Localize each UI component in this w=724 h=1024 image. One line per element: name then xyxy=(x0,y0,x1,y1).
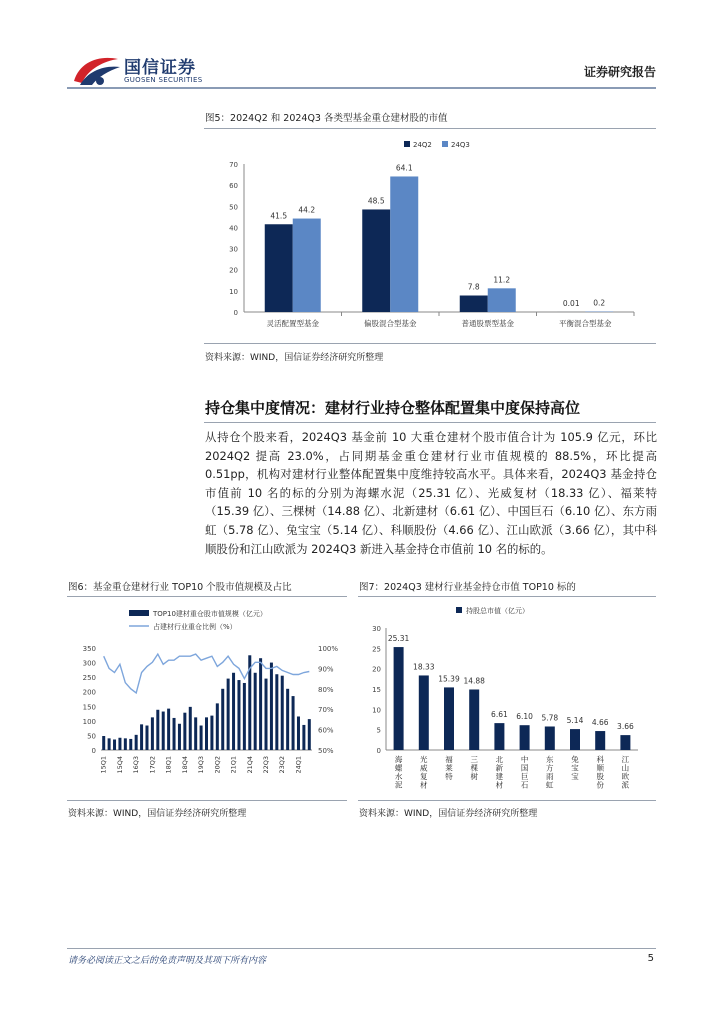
fig6-bar xyxy=(205,717,208,750)
fig6-bar xyxy=(221,689,224,750)
fig7-title: 图7：2024Q3 建材行业基金持仓市值 TOP10 标的 xyxy=(359,582,576,593)
fig6-bar xyxy=(265,679,268,750)
fig6-title: 图6：基金重仓建材行业 TOP10 个股市值规模及占比 xyxy=(68,582,292,593)
fig6-bar xyxy=(270,663,273,750)
fig6-bar xyxy=(145,726,148,750)
fig6-y2-tick-label: 100% xyxy=(318,645,339,653)
fig6-bar xyxy=(232,673,235,750)
brand-logo-icon xyxy=(70,51,122,87)
fig6-legend-bar-label: TOP10建材重仓股市值规模（亿元） xyxy=(153,610,267,618)
fig7-bar xyxy=(520,725,530,750)
fig5-data-label: 0.2 xyxy=(593,298,606,308)
fig5-chart xyxy=(204,132,656,340)
section-divider xyxy=(204,422,656,423)
fig7-bar xyxy=(595,731,605,750)
fig6-bar xyxy=(118,738,121,750)
fig7-chart xyxy=(358,600,656,796)
fig6-y-tick-label: 350 xyxy=(82,645,96,653)
fig6-title-rule xyxy=(67,596,347,597)
footer-disclaimer: 请务必阅读正文之后的免责声明及其项下所有内容 xyxy=(68,956,267,966)
fig5-bar xyxy=(390,176,418,312)
fig5-category-label: 平衡混合型基金 xyxy=(559,319,612,328)
fig6-bar xyxy=(308,719,311,750)
fig5-source-rule xyxy=(204,343,656,344)
fig6-bar xyxy=(102,736,105,750)
fig5-data-label: 48.5 xyxy=(367,196,385,206)
fig6-bar xyxy=(156,710,159,750)
fig7-data-label: 4.66 xyxy=(591,718,609,728)
fig5-data-label: 41.5 xyxy=(270,211,288,221)
fig5-bar xyxy=(460,296,488,312)
section-paragraph: 从持仓个股来看，2024Q3 基金前 10 大重仓建材个股市值合计为 105.9 亿元，环比 2024Q2 提高 23.0%，占同期基金重仓建材行业市值规模的 88.5%，环比提高 0.51pp，机构对建材行业整体配置集中度维持较高水平。具体来看，2024Q3 基金持仓市值前 10 名的标的分别为海螺水泥（25.31 亿）、光威复材（18.33 亿）、福莱特（15.39 亿）、三棵树（14.88 亿）、北新建材（6.61 亿）、中国巨石（6.10 亿）、东方雨虹（5.78 亿）、兔宝宝（5.14 亿）、科顺股份（4.66 亿）、江山欧派（3.66 亿），其中科顺股份和江山欧派为 2024Q3 新进入基金持仓市值前 10 名的标的。 xyxy=(205,430,657,556)
fig7-y-tick-label: 10 xyxy=(372,706,381,715)
fig7-bar xyxy=(469,689,479,750)
fig7-y-tick-label: 0 xyxy=(376,747,381,755)
fig6-bar xyxy=(124,738,127,750)
fig7-source-rule xyxy=(358,800,656,801)
fig7-data-label: 6.10 xyxy=(516,712,533,722)
fig6-x-tick-label: 18Q4 xyxy=(180,756,189,774)
fig7-data-label: 5.78 xyxy=(541,713,559,723)
fig6-bar xyxy=(162,712,165,750)
fig7-bar xyxy=(419,675,429,750)
fig6-bar xyxy=(216,703,219,750)
fig6-bar xyxy=(297,716,300,750)
fig6-x-tick-label: 20Q2 xyxy=(213,756,222,774)
fig6-chart xyxy=(67,600,347,796)
fig6-bar xyxy=(167,709,170,750)
fig6-bar xyxy=(243,683,246,750)
fig6-bar xyxy=(237,680,240,750)
fig6-bar xyxy=(173,718,176,750)
fig7-title-rule xyxy=(358,596,656,597)
fig6-bar xyxy=(108,738,111,750)
fig7-bar xyxy=(620,735,630,750)
fig6-bar xyxy=(275,674,278,750)
fig6-y2-tick-label: 90% xyxy=(318,665,334,674)
fig7-category-label: 光威复材 xyxy=(420,755,428,790)
fig6-y-tick-label: 150 xyxy=(82,703,96,712)
fig5-category-label: 偏股混合型基金 xyxy=(364,319,417,328)
fig5-bar xyxy=(488,288,516,312)
header-divider xyxy=(67,87,656,89)
fig6-y-tick-label: 300 xyxy=(82,659,96,668)
fig6-bar xyxy=(254,673,257,750)
fig6-y-tick-label: 250 xyxy=(82,674,96,683)
report-type: 证券研究报告 xyxy=(583,65,656,79)
fig5-y-tick-label: 30 xyxy=(229,245,238,254)
fig6-x-tick-label: 24Q1 xyxy=(294,756,303,774)
fig5-bar xyxy=(362,209,390,312)
fig5-category-label: 普通股票型基金 xyxy=(461,319,514,328)
fig5-data-label: 11.2 xyxy=(493,275,511,285)
fig5-y-tick-label: 70 xyxy=(229,161,238,169)
fig7-category-label: 三棵树 xyxy=(470,755,478,781)
fig6-x-tick-label: 21Q1 xyxy=(229,756,238,774)
section-title: 持仓集中度情况：建材行业持仓整体配置集中度保持高位 xyxy=(205,399,581,417)
fig5-bar xyxy=(265,224,293,312)
fig6-bar xyxy=(140,724,143,750)
fig6-y2-tick-label: 80% xyxy=(318,685,334,694)
fig6-x-tick-label: 17Q2 xyxy=(148,756,157,774)
fig5-y-tick-label: 40 xyxy=(229,224,238,233)
fig5-data-label: 7.8 xyxy=(467,282,480,292)
fig7-category-label: 东方雨虹 xyxy=(546,755,554,790)
fig5-source: 资料来源：WIND，国信证券经济研究所整理 xyxy=(205,353,384,363)
fig5-legend-label: 24Q3 xyxy=(451,141,470,149)
fig7-data-label: 3.66 xyxy=(617,722,634,732)
fig7-data-label: 18.33 xyxy=(413,662,435,672)
fig6-bar xyxy=(178,724,181,750)
fig5-legend-swatch xyxy=(404,141,410,147)
fig6-bar xyxy=(194,717,197,750)
fig7-bar xyxy=(545,726,555,750)
fig5-y-tick-label: 60 xyxy=(229,182,238,191)
fig7-bar xyxy=(570,729,580,750)
fig5-y-tick-label: 50 xyxy=(229,203,238,212)
fig5-data-label: 64.1 xyxy=(395,163,413,173)
fig6-share-line xyxy=(104,654,310,693)
fig6-y-tick-label: 200 xyxy=(82,688,96,697)
fig6-bar xyxy=(302,725,305,750)
fig6-x-tick-label: 15Q4 xyxy=(115,756,124,774)
fig6-bar xyxy=(189,707,192,750)
fig6-bar xyxy=(292,696,295,750)
fig6-bar xyxy=(286,689,289,750)
fig7-data-label: 14.88 xyxy=(463,676,485,686)
fig7-bar xyxy=(394,647,404,750)
page-number: 5 xyxy=(647,953,654,964)
fig7-data-label: 25.31 xyxy=(387,634,410,644)
fig7-data-label: 5.14 xyxy=(566,716,584,726)
fig5-data-label: 44.2 xyxy=(298,205,316,215)
fig6-x-tick-label: 23Q2 xyxy=(278,756,287,774)
fig6-x-tick-label: 19Q3 xyxy=(197,756,206,774)
fig7-y-tick-label: 20 xyxy=(372,665,381,674)
fig6-source: 资料来源：WIND，国信证券经济研究所整理 xyxy=(68,809,247,819)
fig6-bar xyxy=(227,679,230,750)
fig6-bar xyxy=(210,716,213,750)
fig6-bar xyxy=(259,658,262,750)
fig6-bar xyxy=(113,740,116,750)
fig6-y-tick-label: 100 xyxy=(82,717,96,726)
brand-name: 国信证券 xyxy=(124,58,196,78)
fig7-category-label: 北新建材 xyxy=(495,755,504,790)
fig6-legend-line-label: 占建材行业重仓比例（%） xyxy=(153,623,237,631)
fig6-x-tick-label: 15Q1 xyxy=(99,756,108,774)
fig7-y-tick-label: 15 xyxy=(372,686,381,694)
fig7-source: 资料来源：WIND，国信证券经济研究所整理 xyxy=(359,809,538,819)
fig6-y2-tick-label: 60% xyxy=(318,726,334,735)
fig7-category-label: 福莱特 xyxy=(445,755,453,781)
fig5-y-tick-label: 20 xyxy=(229,266,238,275)
fig5-title-rule xyxy=(204,128,656,129)
fig7-category-label: 中国巨石 xyxy=(520,755,529,790)
fig7-legend-label: 持股总市值（亿元） xyxy=(466,607,529,615)
fig7-bar xyxy=(494,723,504,750)
fig5-legend-swatch xyxy=(442,141,448,147)
fig6-y-tick-label: 0 xyxy=(91,747,96,755)
fig6-bar xyxy=(183,713,186,750)
fig6-bar xyxy=(281,676,284,750)
fig6-x-tick-label: 22Q3 xyxy=(262,756,271,774)
fig7-y-tick-label: 30 xyxy=(372,625,381,633)
fig6-bar xyxy=(129,739,132,750)
fig7-category-label: 科顺股份 xyxy=(596,755,604,790)
fig6-bar xyxy=(151,717,154,750)
fig7-bar xyxy=(444,687,454,750)
fig6-x-tick-label: 16Q3 xyxy=(132,756,141,774)
fig6-y2-tick-label: 50% xyxy=(318,747,334,755)
footer-divider xyxy=(67,948,656,949)
fig6-x-tick-label: 21Q4 xyxy=(245,756,254,774)
fig5-legend-label: 24Q2 xyxy=(413,141,432,149)
brand-english-name: GUOSEN SECURITIES xyxy=(124,76,203,84)
fig7-category-label: 海螺水泥 xyxy=(394,755,403,790)
fig5-y-tick-label: 10 xyxy=(229,287,238,296)
fig5-category-label: 灵活配置型基金 xyxy=(266,319,319,328)
fig6-y2-tick-label: 70% xyxy=(318,706,334,715)
fig7-category-label: 兔宝宝 xyxy=(571,755,579,781)
fig6-legend-bar-swatch xyxy=(129,610,149,616)
fig5-y-tick-label: 0 xyxy=(233,309,238,317)
fig7-y-tick-label: 25 xyxy=(372,645,381,654)
fig7-y-tick-label: 5 xyxy=(376,726,381,735)
fig6-x-tick-label: 18Q1 xyxy=(164,756,173,774)
fig5-bar xyxy=(293,219,321,312)
fig7-category-label: 江山欧派 xyxy=(621,755,630,790)
fig7-legend-swatch xyxy=(456,607,462,613)
fig7-data-label: 6.61 xyxy=(491,710,508,720)
fig7-data-label: 15.39 xyxy=(438,674,460,684)
fig6-y-tick-label: 50 xyxy=(87,732,96,741)
fig5-data-label: 0.01 xyxy=(562,298,580,308)
fig6-bar xyxy=(200,726,203,750)
fig6-source-rule xyxy=(67,800,347,801)
fig6-bar xyxy=(135,735,138,750)
fig5-title: 图5：2024Q2 和 2024Q3 各类型基金重仓建材股的市值 xyxy=(205,113,448,124)
